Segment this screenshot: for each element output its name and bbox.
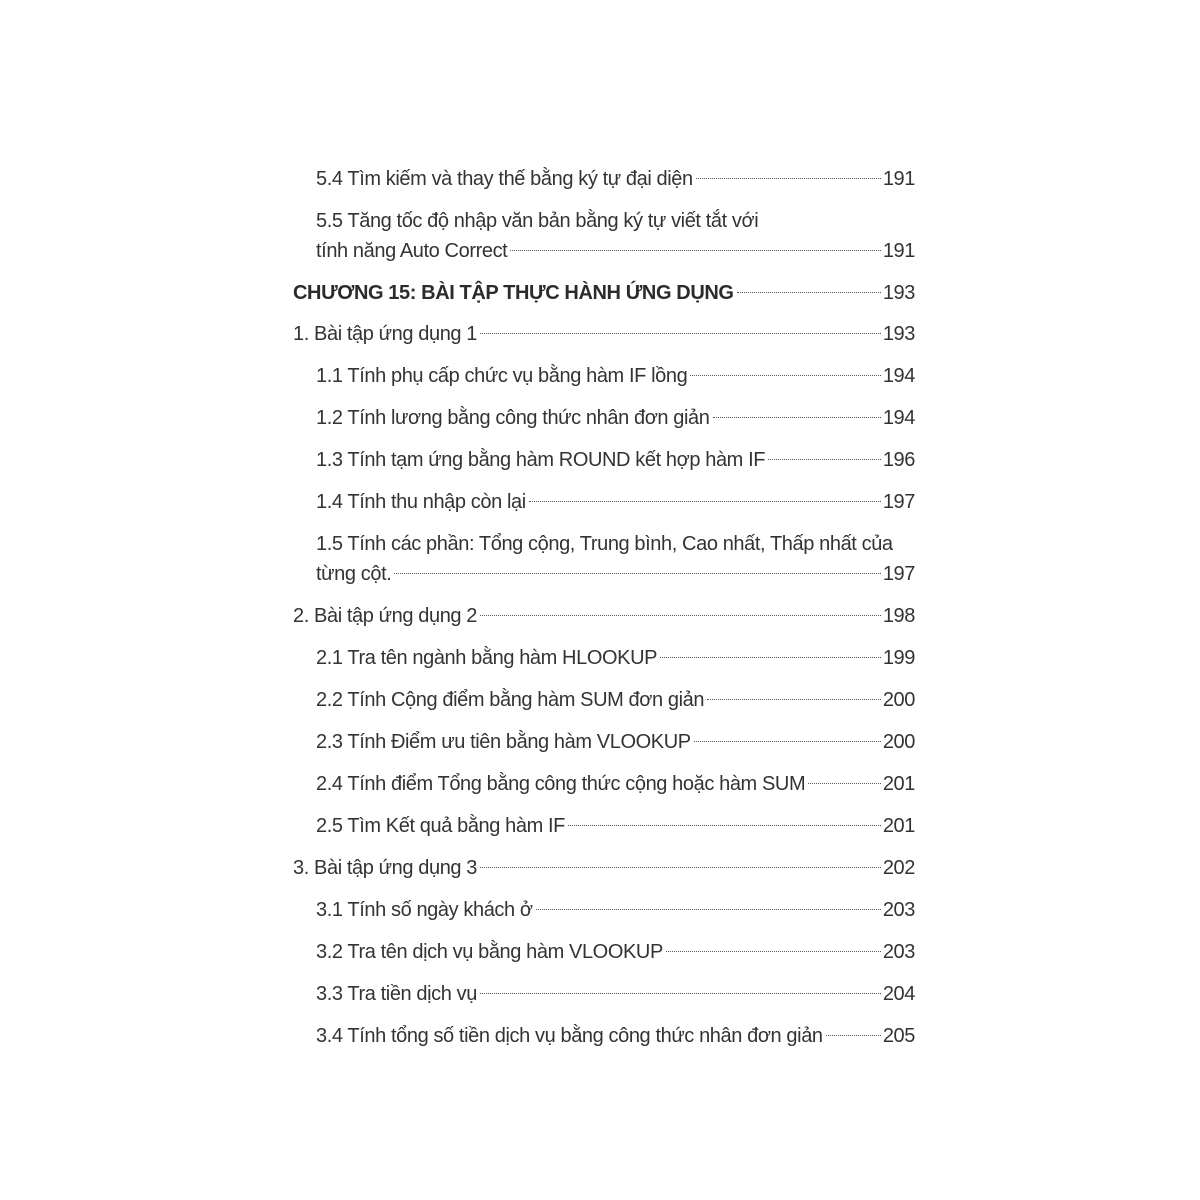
toc-entry-title: 5.4 Tìm kiếm và thay thế bằng ký tự đại diện — [316, 168, 693, 190]
toc-entry-1-5 — [293, 529, 915, 589]
toc-entry-2-2 — [293, 685, 915, 715]
toc-entry-2-4 — [293, 769, 915, 799]
toc-entry-title: 2.5 Tìm Kết quả bằng hàm IF — [316, 815, 565, 837]
toc-entry-page: 200 — [882, 689, 915, 711]
toc-entry-3-3 — [293, 979, 915, 1009]
toc-entry-title: 3.1 Tính số ngày khách ở — [316, 899, 533, 921]
table-of-contents — [293, 164, 915, 1063]
toc-entry-1-4 — [293, 487, 915, 517]
dot-leader — [510, 250, 881, 251]
dot-leader — [808, 783, 881, 784]
toc-entry-page: 205 — [882, 1025, 915, 1047]
toc-entry-1-2 — [293, 403, 915, 433]
toc-entry-title: 1.2 Tính lương bằng công thức nhân đơn giản — [316, 407, 710, 429]
toc-entry-title: 3. Bài tập ứng dụng 3 — [293, 857, 478, 879]
toc-entry-page: 203 — [882, 941, 915, 963]
dot-leader — [666, 951, 881, 952]
dot-leader — [737, 292, 881, 293]
toc-entry-title: 1.1 Tính phụ cấp chức vụ bằng hàm IF lồng — [316, 365, 688, 387]
toc-entry-page: 194 — [882, 407, 915, 429]
toc-entry-3-4 — [293, 1021, 915, 1051]
toc-entry-title: 2.2 Tính Cộng điểm bằng hàm SUM đơn giản — [316, 689, 705, 711]
toc-entry-page: 203 — [882, 899, 915, 921]
toc-entry-page: 204 — [882, 983, 915, 1005]
toc-entry-title: 3.2 Tra tên dịch vụ bằng hàm VLOOKUP — [316, 941, 663, 963]
toc-entry-1-1 — [293, 361, 915, 391]
toc-section-2 — [293, 601, 915, 631]
toc-entry-title: 1.3 Tính tạm ứng bằng hàm ROUND kết hợp hàm IF — [316, 449, 766, 471]
toc-chapter-15 — [293, 278, 915, 308]
toc-entry-title: 3.3 Tra tiền dịch vụ — [316, 983, 477, 1005]
toc-entry-title: 3.4 Tính tổng số tiền dịch vụ bằng công thức nhân đơn giản — [316, 1025, 823, 1047]
toc-entry-title-line2: tính năng Auto Correct — [316, 240, 508, 262]
toc-entry-page: 194 — [882, 365, 915, 387]
toc-entry-2-3 — [293, 727, 915, 757]
dot-leader — [480, 333, 881, 334]
dot-leader — [707, 699, 881, 700]
dot-leader — [713, 417, 881, 418]
toc-entry-3-1 — [293, 895, 915, 925]
toc-entry-title-line2: từng cột. — [316, 563, 392, 585]
toc-entry-page: 198 — [882, 605, 915, 627]
toc-entry-3-2 — [293, 937, 915, 967]
toc-entry-title: 2.3 Tính Điểm ưu tiên bằng hàm VLOOKUP — [316, 731, 691, 753]
toc-entry-title-line1: 1.5 Tính các phần: Tổng cộng, Trung bình, Cao nhất, Thấp nhất của — [316, 533, 893, 555]
toc-entry-title: 2.4 Tính điểm Tổng bằng công thức cộng hoặc hàm SUM — [316, 773, 806, 795]
dot-leader — [394, 573, 880, 574]
toc-entry-title: 2. Bài tập ứng dụng 2 — [293, 605, 478, 627]
toc-entry-page: 193 — [882, 323, 915, 345]
toc-entry-page: 197 — [882, 563, 915, 585]
toc-entry-page: 197 — [882, 491, 915, 513]
dot-leader — [690, 375, 881, 376]
toc-entry-title: 2.1 Tra tên ngành bằng hàm HLOOKUP — [316, 647, 658, 669]
toc-entry-page: 201 — [882, 815, 915, 837]
toc-entry-page: 196 — [882, 449, 915, 471]
toc-entry-title: 1. Bài tập ứng dụng 1 — [293, 323, 478, 345]
toc-entry-page: 202 — [882, 857, 915, 879]
toc-entry-2-1 — [293, 643, 915, 673]
dot-leader — [529, 501, 881, 502]
dot-leader — [660, 657, 881, 658]
toc-entry-1-3 — [293, 445, 915, 475]
toc-entry-page: 191 — [882, 168, 915, 190]
toc-entry-page: 193 — [882, 282, 915, 304]
dot-leader — [768, 459, 881, 460]
dot-leader — [826, 1035, 881, 1036]
toc-entry-title: 1.4 Tính thu nhập còn lại — [316, 491, 526, 513]
toc-entry-5-5 — [293, 206, 915, 266]
toc-entry-page: 200 — [882, 731, 915, 753]
toc-entry-page: 191 — [882, 240, 915, 262]
dot-leader — [694, 741, 881, 742]
dot-leader — [480, 867, 881, 868]
toc-entry-page: 199 — [882, 647, 915, 669]
toc-chapter-title: CHƯƠNG 15: BÀI TẬP THỰC HÀNH ỨNG DỤNG — [293, 282, 734, 304]
toc-section-3 — [293, 853, 915, 883]
toc-entry-5-4 — [293, 164, 915, 194]
toc-entry-page: 201 — [882, 773, 915, 795]
dot-leader — [536, 909, 881, 910]
dot-leader — [696, 178, 881, 179]
dot-leader — [480, 615, 881, 616]
dot-leader — [568, 825, 881, 826]
toc-entry-2-5 — [293, 811, 915, 841]
toc-entry-title-line1: 5.5 Tăng tốc độ nhập văn bản bằng ký tự viết tắt với — [316, 210, 759, 232]
dot-leader — [480, 993, 881, 994]
toc-section-1 — [293, 319, 915, 349]
